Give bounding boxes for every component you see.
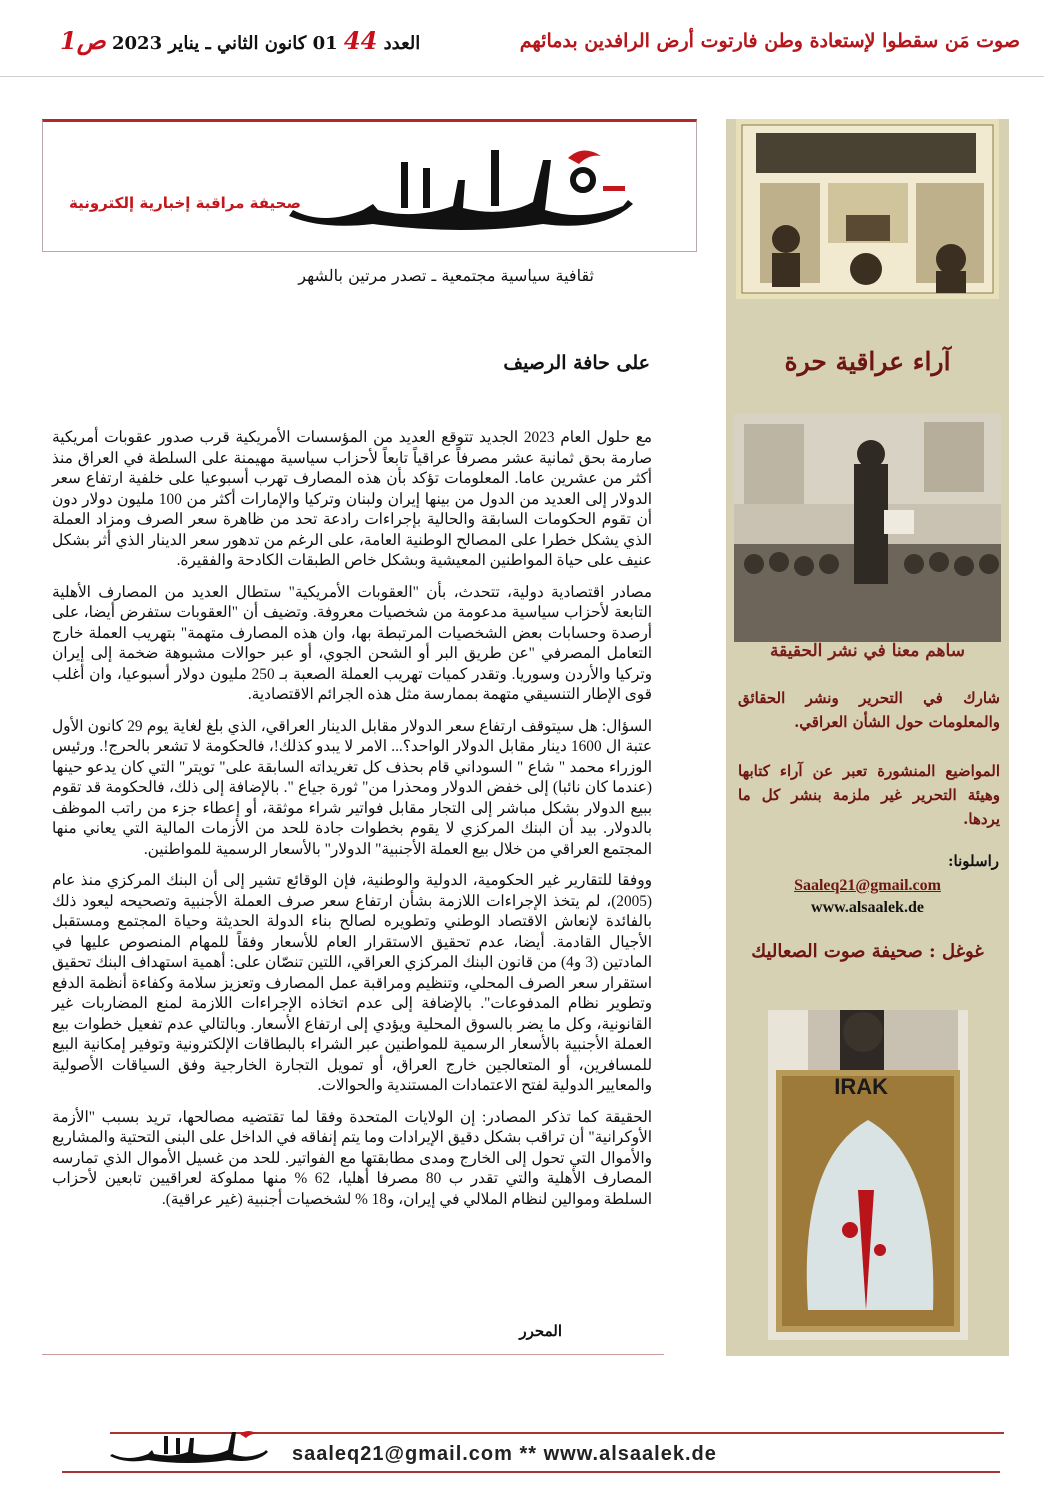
article-paragraph: الحقيقة كما تذكر المصادر: إن الولايات المتحدة وفقا لما تقتضيه مصالحها، تريد بسبب "الأزمة الأوكرانية" أن تراقب بشكل دقيق الإيرادات وما يتم إنفاقه في الداخل على البنى التحتية والمشاريع والأموال التي تحول إلى الخارج ومدى مطابقتها مع الفواتير. للحد من غسيل الأموال الذي تمارسه المصارف الأهلية والتي تقدر ب 80 مصرفا أهليا، 62 % منها مملوكة لعراقيين تابعين لأحزاب السلطة وموالين لنظام الملالي في إيران، و18 % لشخصيات أجنبية (غير عراقية). xyxy=(52,1108,652,1208)
issue-number: 44 xyxy=(343,26,378,55)
page-label: ص1 xyxy=(60,26,106,55)
sidebar-contribute: ساهم معنا في نشر الحقيقة xyxy=(770,641,965,661)
article-paragraph: السؤال: هل سيتوقف ارتفاع سعر الدولار مقابل الدينار العراقي، الذي بلغ لغاية يوم 29 كانون الأول عتبة ال 1600 دينار مقابل الدولار الواحد؟... الامر لا يبدو كذلك!، فالحكومة لا تشعر بالحرج!. ورئيس الوزراء محمد " شاع " السوداني قام بحذف كل تغريداته السابقة على" تويتر" التي كان يدعو حينها (عندما كان نائبا) إلى خفض الدولار ومحذرا من" ثورة جياع ". بالإضافة إلى ذلك، فالحكومة قد تقوم ببيع الدولار بشكل مباشر إلى التجار مقابل فواتير شراء موثقة، أو إعطاء جزء من راتب الموظف بالدولار. بيد أن البنك المركزي لا يقوم بخطوات جادة للحد من الأزمات المالية التي يعاني منها المجتمع العراقي من خلال بيع العملة الأجنبية" الدولار" بالأسعار الرسمية للمواطنين. xyxy=(52,717,653,858)
article-paragraph: ووفقا للتقارير غير الحكومية، الدولية والوطنية، فإن الوقائع تشير إلى أن البنك المركزي منذ عام (2005)، لم يتخذ الإجراءات اللازمة بشأن ارتفاع سعر صرف العملة الأجنبية وتصحيحه ليعود ذلك بالفائدة لإنعاش الاقتصاد الوطني وتطويره لصالح بناء الدولة الحديثة وحياة المجتمع ومستقبل الأجيال القادمة. أيضا، عدم تحقيق الاستقرار العام للأسعار وفقاً للمهام المنصوص عليها في المادتين (3 و4) من قانون البنك المركزي العراقي، اللتين تنصّان على: أهمية استهداف البنك تحقيق استقرار سعر الصرف المحلي، وتنظيم ومراقبة عمل المصارف وتعزيز سلامة وكفاءة أنظمة الدفع وتطوير نظام المدفوعات". بالإضافة إلى عدم اتخاذه الإجراءات اللازمة لمنع المضاربات غير القانونية، وكل ما يضر بالسوق المحلية ويؤدي إلى ارتفاع الأسعار. وبالتالي عدم تفعيل خطوات بيع العملة الأجنبية بالأسعار الرسمية للمواطنين عبر الشراء بالبطاقات الإلكترونية وتوفير إمكانية البيع للمسافرين، أو المتعالجين خارج العراق، أو تمويل التجارة الخارجية وفق السياقات الأصولية والمعايير الدولية لفتح الاعتمادات المستندية والحوالات. xyxy=(52,872,652,1094)
footer-line-bottom xyxy=(62,1471,1000,1473)
masthead-tagline: صحيفة مراقبة إخبارية إلكترونية xyxy=(69,194,301,212)
header-slogan: صوت مَن سقطوا لإستعادة وطن فارتوت أرض الرافدين بدمائهم xyxy=(519,30,1020,52)
sidebar-participate: شارك في التحرير ونشر الحقائق والمعلومات حول الشأن العراقي. xyxy=(738,689,1000,731)
article-paragraph: مع حلول العام 2023 الجديد تتوقع العديد من المؤسسات الأمريكية قرب صدور عقوبات أمريكية صارمة بحق ثمانية عشر مصرفاً عراقياً تابعاً لأحزاب سياسية مهيمنة على السلطة في العراق منذ أكثر من عشرين عاما. المعلومات تؤكد بأن هذه المصارف تهرب أسبوعيا على خلفية ارتفاع سعر الدولار إلى العديد من الدول من بينها إيران ولبنان وتركيا والإمارات أكثر من 100 مليون دولار دون أن تقوم الحكومات السابقة والحالية بإجراءات رادعة تحد من ظاهرة سعر الصرف ومزاد العملة الذي يشكل خطرا على المصالح الوطنية العامة، على الرغم من تدهور سعر الدينار الذي أثر بشكل عنيف على حياة المواطنين المعيشية وبشكل خاص الطبقات الكادحة والفقيرة. xyxy=(52,429,653,569)
sidebar xyxy=(726,119,1009,1356)
footer-contact: saaleq21@gmail.com ** www.alsaalek.de xyxy=(292,1443,717,1465)
article-signature: المحرر xyxy=(519,1322,562,1340)
poster-text: IRAK xyxy=(834,1074,888,1099)
article-title: على حافة الرصيف xyxy=(503,352,650,374)
sidebar-website-link[interactable]: www.alsaalek.de xyxy=(811,899,924,916)
sidebar-heading: آراء عراقية حرة xyxy=(784,347,951,376)
newspaper-collage-image xyxy=(736,119,999,299)
issue-prefix: العدد xyxy=(383,33,421,54)
footer-logo xyxy=(108,1426,270,1466)
issue-info xyxy=(60,26,420,55)
sidebar-google: غوغل : صحيفة صوت الصعاليك xyxy=(751,941,984,962)
article-body xyxy=(52,428,652,1221)
article-divider xyxy=(42,1354,664,1355)
masthead xyxy=(42,119,697,252)
masthead-logo xyxy=(283,140,643,240)
masthead-subtitle: ثقافية سياسية مجتمعية ـ تصدر مرتين بالشهر xyxy=(298,266,594,285)
issue-date: 01 كانون الثاني ـ يناير 2023 xyxy=(112,33,338,54)
sidebar-email-link[interactable]: Saaleq21@gmail.com xyxy=(794,877,941,894)
historic-photo xyxy=(734,414,1001,642)
sidebar-disclaimer: المواضيع المنشورة تعبر عن آراء كتابها وهيئة التحرير غير ملزمة بنشر كل ما يردها. xyxy=(738,762,1000,828)
irak-poster-image xyxy=(768,1010,968,1340)
sidebar-write-to-us: راسلونا: xyxy=(948,852,999,870)
header-divider xyxy=(0,76,1044,77)
article-paragraph: مصادر اقتصادية دولية، تتحدث، بأن "العقوبات الأمريكية" ستطال العديد من المصارف الأهلية التابعة لأحزاب سياسية مدعومة من شخصيات معروفة. وتضيف أن "العقوبات ستفرض أيضا، على أرصدة وحسابات بعض الشخصيات المرتبطة بها، وان هذه المصارف متهمة" بتهريب العملة خارج التعامل المصرفي "عن طريق البر أو الشحن الجوي، أو عبر حوالات مشبوهة ضخمة إلى إيران وتركيا والأردن وسوريا. وتقدر كميات تهريب العملة الصعبة بـ 250 مليون دولار أسبوعيا، وان أغلب قوى الإطار التنسيقي متهمة بممارسة مثل هذه الجرائم الاقتصادية. xyxy=(52,583,652,703)
